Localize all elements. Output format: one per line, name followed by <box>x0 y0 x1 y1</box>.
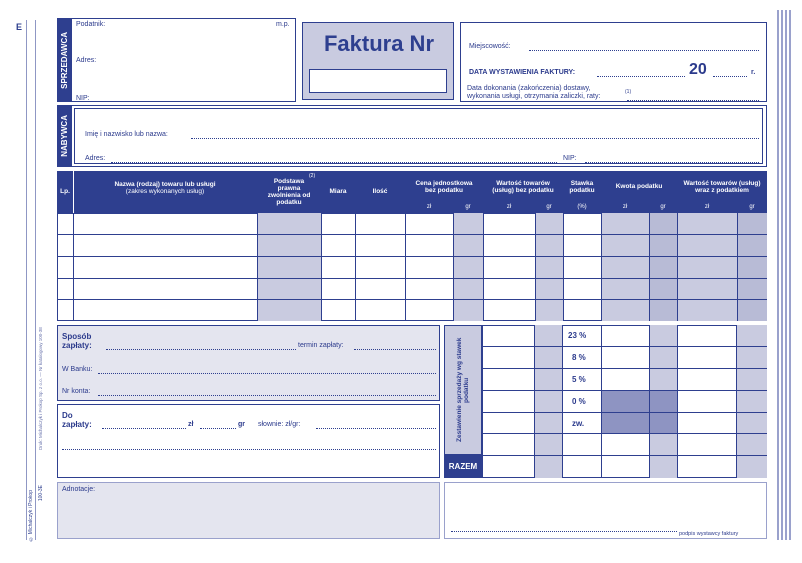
cena-zl-sub: zł <box>426 204 432 210</box>
col-wartosc-bez-header <box>483 171 563 203</box>
col-wartosc-z-label: Wartość towarów (usług) wraz z podatkiem <box>683 179 761 194</box>
table-row[interactable] <box>57 278 767 279</box>
col-line <box>453 213 454 321</box>
items-table <box>57 171 767 321</box>
col-stawka-label: Stawka podatku <box>569 179 595 194</box>
zl-field[interactable] <box>102 428 186 429</box>
table-row[interactable] <box>57 256 767 257</box>
buyer-adres-label: Adres: <box>85 155 106 162</box>
side-strip-bottom: © Michalczyk i Prokop <box>28 490 34 542</box>
buyer-box <box>72 105 767 167</box>
summary-row[interactable] <box>482 412 767 413</box>
bank-label: W Banku: <box>62 366 93 373</box>
wartosc-z-gr-sub: gr <box>749 204 755 210</box>
buyer-section-label: NABYWCA <box>60 115 69 157</box>
col-ilosc-label: Ilość <box>372 188 388 196</box>
podatnik-label: Podatnik: <box>76 21 106 28</box>
side-letter: E <box>16 22 23 32</box>
seller-adres-label: Adres: <box>76 57 97 64</box>
rate-0: 0 % <box>572 397 586 406</box>
summary-row[interactable] <box>482 433 767 434</box>
data-dokonania-line1: Data dokonania (zakończenia) dostawy, <box>467 85 591 92</box>
stawka-pct-sub: (%) <box>577 204 587 210</box>
data-wystawienia-field[interactable] <box>597 76 685 77</box>
col-line <box>563 213 564 321</box>
data-wystawienia-label: DATA WYSTAWIENIA FAKTURY: <box>469 69 576 76</box>
miejscowosc-field[interactable] <box>529 50 759 51</box>
slownie-field-line2[interactable] <box>62 449 436 450</box>
col-miara-label: Miara <box>329 188 347 196</box>
col-line <box>321 213 322 321</box>
header-right-box <box>460 22 767 102</box>
col-line <box>649 213 650 321</box>
col-podstawa-label: Podstawa prawna zwolnienia od podatku <box>267 177 311 207</box>
buyer-section-tab <box>57 105 72 167</box>
summary-row[interactable] <box>482 346 767 347</box>
sposob-label: Sposób zapłaty: <box>62 332 92 351</box>
col-line <box>405 213 406 321</box>
razem-cell <box>444 455 482 478</box>
col-line <box>257 213 258 321</box>
col-cena-label: Cena jednostkowa bez podatku <box>415 179 473 194</box>
year-suffix: r. <box>751 69 756 76</box>
mp-label: m.p. <box>276 21 290 28</box>
col-lp-label: Lp. <box>60 188 70 196</box>
col-wartosc-bez-label: Wartość towarów (usług) bez podatku <box>492 179 554 194</box>
seller-section-tab <box>57 18 72 102</box>
col-line <box>355 213 356 321</box>
buyer-adres-field[interactable] <box>111 162 557 163</box>
cena-gr-sub: gr <box>465 204 471 210</box>
left-margin-strip <box>26 20 36 540</box>
rate-5: 5 % <box>572 375 586 384</box>
col-ilosc-header <box>355 171 405 213</box>
konto-label: Nr konta: <box>62 388 91 395</box>
side-strip-code: 100-3E <box>38 485 44 502</box>
col-line <box>535 213 536 321</box>
miejscowosc-label: Miejscowość: <box>469 43 511 50</box>
seller-box <box>72 18 296 102</box>
cena-gr-column-fill <box>453 213 483 321</box>
kwota-zl-sub: zł <box>622 204 628 210</box>
buyer-inner-box <box>74 108 763 164</box>
col-nazwa-sublabel: (zakres wykonanych usług) <box>125 188 205 195</box>
rate-zw: zw. <box>572 419 585 428</box>
slownie-field[interactable] <box>316 428 436 429</box>
wartosc-z-zl-sub: zł <box>704 204 710 210</box>
slownie-label: słownie: zł/gr: <box>258 421 301 428</box>
side-strip-text: Druk: Michalczyk i Prokop Sp. z o.o. — Nr katalogowy 100-3E <box>38 326 43 450</box>
rate-23: 23 % <box>568 331 587 340</box>
table-row[interactable] <box>57 234 767 235</box>
summary-row[interactable] <box>482 390 767 391</box>
do-zaplaty-label: Do zapłaty: <box>62 411 92 430</box>
col-nazwa-label: Nazwa (rodzaj) towaru lub usługi <box>114 180 216 188</box>
gr-field[interactable] <box>200 428 236 429</box>
razem-label: RAZEM <box>448 462 478 471</box>
col-kwota-header <box>601 171 677 203</box>
data-dokonania-field[interactable] <box>627 100 759 101</box>
gr-label: gr <box>238 421 245 428</box>
seller-nip-label: NIP: <box>76 95 90 102</box>
wartosc-bez-gr-sub: gr <box>546 204 552 210</box>
invoice-number-field[interactable] <box>309 69 447 93</box>
sposob-field[interactable] <box>106 349 296 350</box>
amount-due-box <box>57 404 440 478</box>
seller-section-label: SPRZEDAWCA <box>60 31 69 89</box>
rate-8: 8 % <box>572 353 586 362</box>
payment-box <box>57 325 440 401</box>
year-field[interactable] <box>713 76 747 77</box>
podstawa-column-fill <box>257 213 321 321</box>
col-line <box>601 213 602 321</box>
signature-line <box>451 531 677 532</box>
col-line <box>73 213 74 321</box>
right-margin-stripe <box>777 10 791 540</box>
col-kwota-label: Kwota podatku <box>615 183 663 191</box>
buyer-imie-field[interactable] <box>191 138 759 139</box>
col-cena-header <box>405 171 483 203</box>
kwota-gr-sub: gr <box>660 204 666 210</box>
summary-table <box>444 325 767 478</box>
termin-label: termin zapłaty: <box>298 342 344 349</box>
signature-label: podpis wystawcy faktury <box>679 531 739 537</box>
col-line <box>737 213 738 321</box>
buyer-imie-label: Imię i nazwisko lub nazwa: <box>85 131 168 138</box>
summary-side-label: Zestawienie sprzedaży wg stawek podatku <box>456 337 470 443</box>
summary-side-cell <box>444 325 482 455</box>
data-dokonania-line2: wykonania usługi, otrzymania zaliczki, raty: <box>467 93 601 100</box>
buyer-nip-label: NIP: <box>563 155 577 162</box>
termin-field[interactable] <box>354 349 436 350</box>
adnotacje-box[interactable] <box>57 482 440 539</box>
konto-field[interactable] <box>98 395 436 396</box>
col-line <box>677 213 678 321</box>
summary-row[interactable] <box>482 455 767 456</box>
col-nazwa-header <box>73 171 257 205</box>
seller-nip-field[interactable] <box>94 101 292 102</box>
col-wartosc-z-header <box>677 171 767 203</box>
signature-box[interactable] <box>444 482 767 539</box>
invoice-title-box <box>302 22 454 100</box>
kwota-gr-column-fill <box>649 213 677 321</box>
col-line <box>483 213 484 321</box>
wartosc-bez-zl-sub: zł <box>506 204 512 210</box>
summary-row[interactable] <box>482 368 767 369</box>
zl-label: zł <box>188 421 194 428</box>
col-stawka-header <box>563 171 601 203</box>
col-miara-header <box>321 171 355 213</box>
bank-field[interactable] <box>98 373 436 374</box>
col-podstawa-mark: (2) <box>309 173 316 179</box>
wartosc-z-gr-column-fill <box>737 213 767 321</box>
wartosc-bez-gr-column-fill <box>535 213 563 321</box>
col-lp-header <box>57 171 73 213</box>
year-prefix: 20 <box>689 61 707 78</box>
footnote-mark: (1) <box>625 89 632 95</box>
invoice-title: Faktura Nr <box>323 31 435 56</box>
adnotacje-label: Adnotacje: <box>62 486 96 493</box>
buyer-nip-field[interactable] <box>585 162 759 163</box>
table-row[interactable] <box>57 299 767 300</box>
